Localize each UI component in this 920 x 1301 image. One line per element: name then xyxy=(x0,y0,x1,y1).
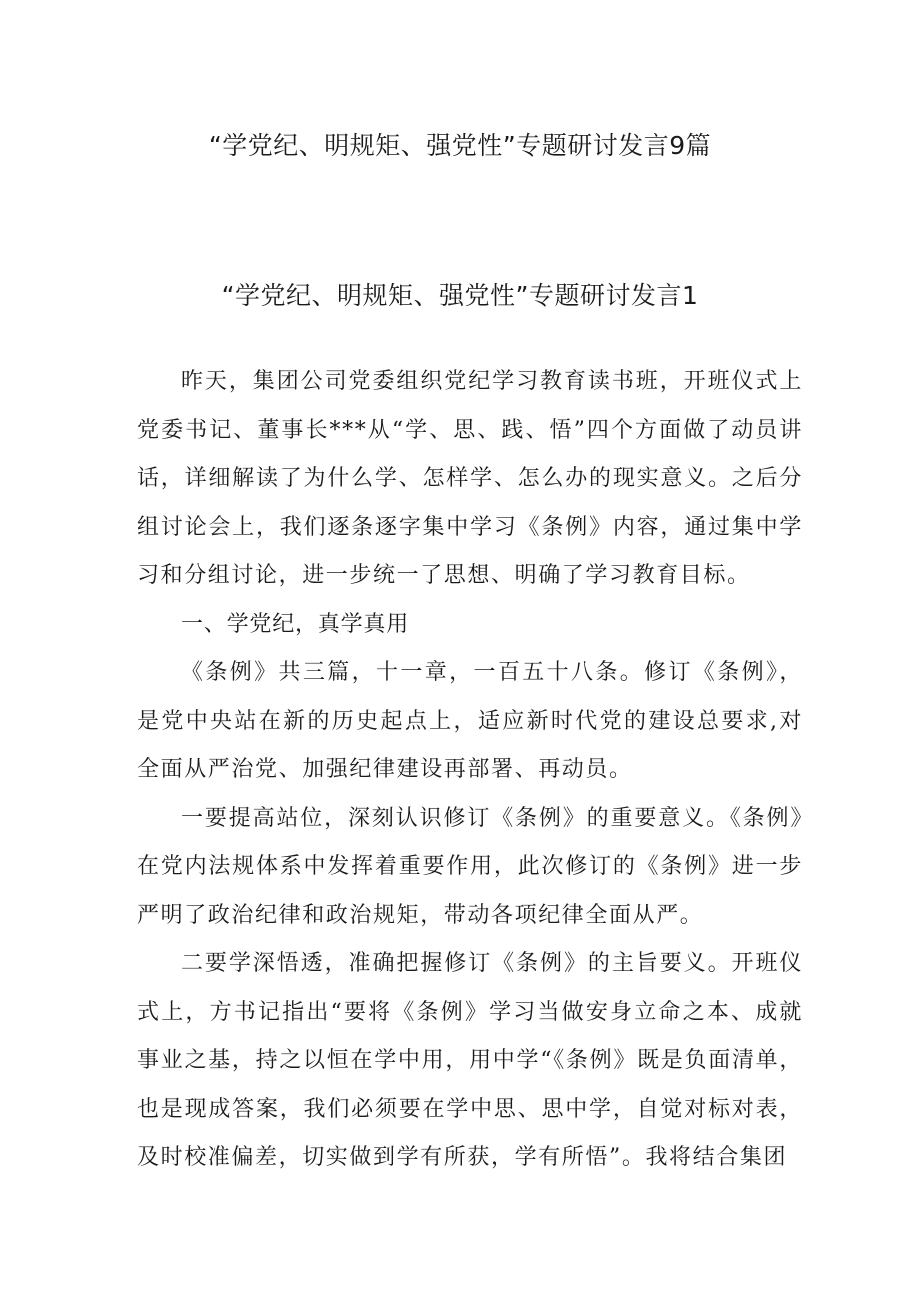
section-paragraph: 二要学深悟透，准确把握修订《条例》的主旨要义。开班仪式上，方书记指出“要将《条例》学习当做安身立命之本、成就事业之基，持之以恒在学中用，用中学“《条例》既是负面清单，也是现成答案，我们必须要在学中思、思中学，自觉对标对表，及时校准偏差，切实做到学有所获，学有所悟”。我将结合集团 xyxy=(137,951,803,1170)
document-body xyxy=(137,358,803,1183)
intro-paragraph: 昨天，集团公司党委组织党纪学习教育读书班，开班仪式上党委书记、董事长***从“学、思、践、悟”四个方面做了动员讲话，详细解读了为什么学、怎样学、怎么办的现实意义。之后分组讨论会上，我们逐条逐字集中学习《条例》内容，通过集中学习和分组讨论，进一步统一了思想、明确了学习教育目标。 xyxy=(137,369,803,588)
section-heading: 一、学党纪，真学真用 xyxy=(181,611,410,637)
section-paragraph: 一要提高站位，深刻认识修订《条例》的重要意义。《条例》在党内法规体系中发挥着重要作用，此次修订的《条例》进一步严明了政治纪律和政治规矩，带动各项纪律全面从严。 xyxy=(137,805,803,928)
section-paragraph: 《条例》共三篇，十一章，一百五十八条。修订《条例》，是党中央站在新的历史起点上，适应新时代党的建设总要求,对全面从严治党、加强纪律建设再部署、再动员。 xyxy=(137,660,803,782)
document-main-title: “学党纪、明规矩、强党性”专题研讨发言9篇 xyxy=(208,131,712,160)
speech-title: “学党纪、明规矩、强党性”专题研讨发言1 xyxy=(221,281,699,310)
